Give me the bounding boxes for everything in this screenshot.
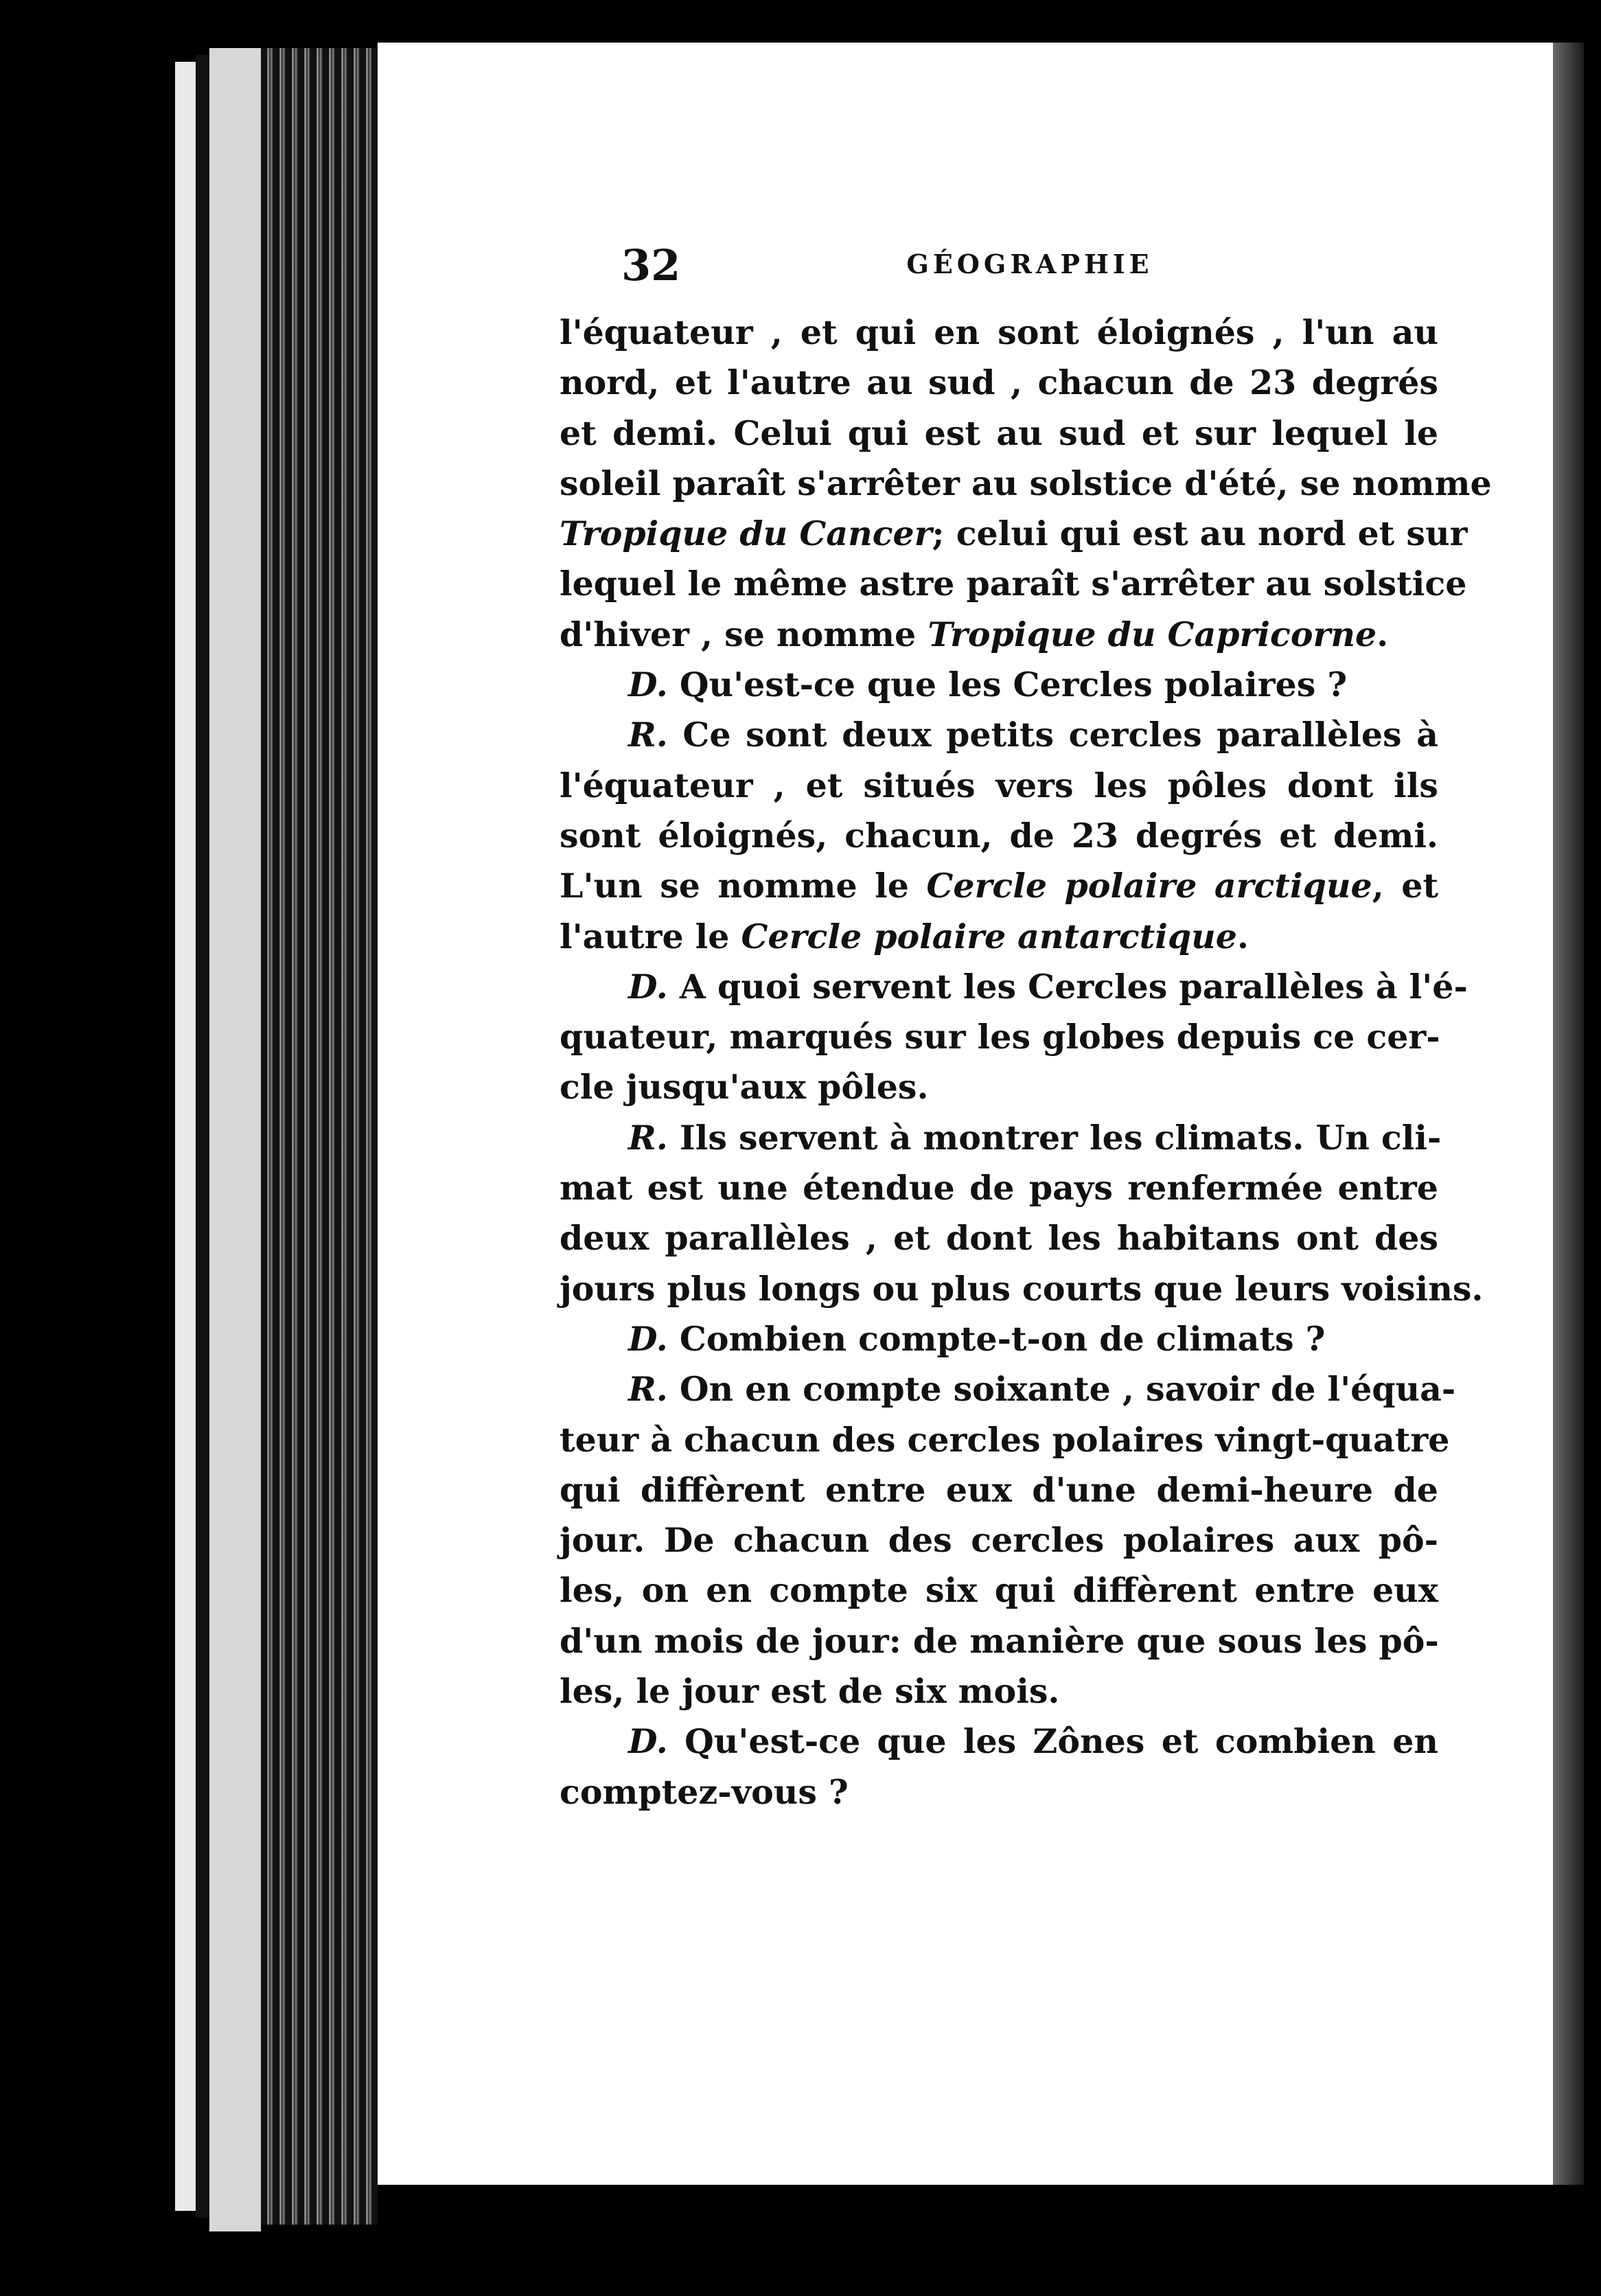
text-line bbox=[560, 1565, 1438, 1616]
italic-text: D. bbox=[628, 1721, 668, 1762]
text-line bbox=[560, 1062, 1438, 1112]
italic-text: R. bbox=[628, 715, 668, 755]
text-run: comptez-vous ? bbox=[560, 1771, 849, 1812]
text-run: soleil paraît s'arrêter au solstice d'été, se nomme bbox=[560, 463, 1492, 503]
page-body-text bbox=[560, 308, 1492, 1817]
text-line bbox=[560, 509, 1468, 559]
text-line bbox=[560, 358, 1438, 408]
italic-text: D. bbox=[628, 665, 668, 705]
italic-text: Cercle polaire antarctique bbox=[741, 916, 1237, 956]
text-run: Ce sont deux petits cercles parallèles à bbox=[667, 715, 1438, 755]
text-line bbox=[560, 660, 1438, 710]
text-run: , et bbox=[1372, 866, 1439, 906]
text-line bbox=[560, 1213, 1438, 1263]
text-run: Qu'est-ce que les Cercles polaires ? bbox=[667, 665, 1348, 705]
text-run: jours plus longs ou plus courts que leurs voisins. bbox=[560, 1268, 1484, 1309]
text-line bbox=[560, 559, 1467, 609]
text-line bbox=[560, 1314, 1438, 1364]
text-run: ; celui qui est au nord et sur bbox=[932, 514, 1468, 554]
text-run: Combien compte-t-on de climats ? bbox=[667, 1318, 1326, 1359]
text-run: Ils servent à montrer les climats. Un cli- bbox=[667, 1117, 1442, 1158]
text-run: les, on en compte six qui diffèrent entre eux bbox=[560, 1570, 1438, 1611]
text-line bbox=[560, 1264, 1484, 1314]
text-line bbox=[560, 811, 1438, 861]
text-run: teur à chacun des cercles polaires vingt-quatre bbox=[560, 1419, 1450, 1460]
italic-text: Cercle polaire arctique bbox=[926, 866, 1372, 906]
page-number: 32 bbox=[621, 240, 681, 290]
text-line bbox=[560, 861, 1438, 911]
text-line bbox=[560, 1364, 1456, 1414]
text-run: . bbox=[1236, 916, 1249, 956]
text-run: l'équateur , et qui en sont éloignés , l'un au bbox=[560, 312, 1438, 352]
text-run: et demi. Celui qui est au sud et sur lequel le bbox=[560, 413, 1438, 453]
text-line bbox=[560, 1515, 1438, 1565]
text-run: quateur, marqués sur les globes depuis ce cer- bbox=[560, 1017, 1440, 1057]
text-line bbox=[560, 459, 1492, 509]
text-line bbox=[560, 1415, 1450, 1465]
text-line bbox=[560, 1666, 1438, 1717]
book-edge-cover bbox=[209, 48, 261, 2231]
text-run: A quoi servent les Cercles parallèles à l'é- bbox=[667, 966, 1468, 1007]
text-run: lequel le même astre paraît s'arrêter au solstice bbox=[560, 564, 1467, 604]
text-line bbox=[560, 710, 1438, 760]
text-line bbox=[560, 962, 1468, 1012]
text-line bbox=[560, 1767, 1438, 1817]
text-line bbox=[560, 1717, 1438, 1767]
text-run: d'hiver , se nomme bbox=[560, 614, 928, 654]
text-run: jour. De chacun des cercles polaires aux pô- bbox=[560, 1520, 1438, 1561]
italic-text: R. bbox=[628, 1369, 668, 1410]
text-line bbox=[560, 610, 1438, 660]
book-edge-light bbox=[175, 62, 196, 2211]
page-header bbox=[621, 240, 1438, 302]
italic-text: Tropique du Capricorne bbox=[928, 614, 1377, 654]
text-run: sont éloignés, chacun, de 23 degrés et demi. bbox=[560, 815, 1438, 856]
text-run: nord, et l'autre au sud , chacun de 23 degrés bbox=[560, 363, 1438, 403]
book-page-stack bbox=[261, 48, 378, 2225]
text-line bbox=[560, 1012, 1438, 1062]
text-run: cle jusqu'aux pôles. bbox=[560, 1067, 929, 1107]
text-line bbox=[560, 409, 1438, 459]
italic-text: D. bbox=[628, 1318, 668, 1359]
text-run: Qu'est-ce que les Zônes et combien en bbox=[667, 1721, 1438, 1762]
text-run: l'équateur , et situés vers les pôles dont ils bbox=[560, 765, 1438, 805]
text-line bbox=[560, 1163, 1438, 1213]
text-line bbox=[560, 1465, 1438, 1515]
text-run: les, le jour est de six mois. bbox=[560, 1671, 1060, 1712]
text-line bbox=[560, 761, 1438, 811]
italic-text: R. bbox=[628, 1117, 668, 1158]
text-run: deux parallèles , et dont les habitans ont des bbox=[560, 1218, 1438, 1259]
text-line bbox=[560, 1113, 1442, 1163]
text-run: l'autre le bbox=[560, 916, 741, 956]
text-run: d'un mois de jour: de manière que sous les pô- bbox=[560, 1620, 1439, 1661]
text-line bbox=[560, 308, 1438, 358]
text-run: L'un se nomme le bbox=[560, 866, 927, 906]
page-edge-shadow bbox=[1553, 43, 1584, 2185]
text-run: On en compte soixante , savoir de l'équa- bbox=[667, 1369, 1456, 1410]
text-run: . bbox=[1377, 614, 1389, 654]
text-run: qui diffèrent entre eux d'une demi-heure de bbox=[560, 1469, 1438, 1510]
running-title: GÉOGRAPHIE bbox=[906, 249, 1153, 279]
italic-text: Tropique du Cancer bbox=[560, 514, 932, 554]
book-edge-dark bbox=[196, 55, 209, 2218]
text-run: mat est une étendue de pays renfermée entre bbox=[560, 1168, 1438, 1208]
text-line bbox=[560, 1616, 1438, 1666]
text-line bbox=[560, 912, 1438, 962]
italic-text: D. bbox=[628, 966, 668, 1007]
